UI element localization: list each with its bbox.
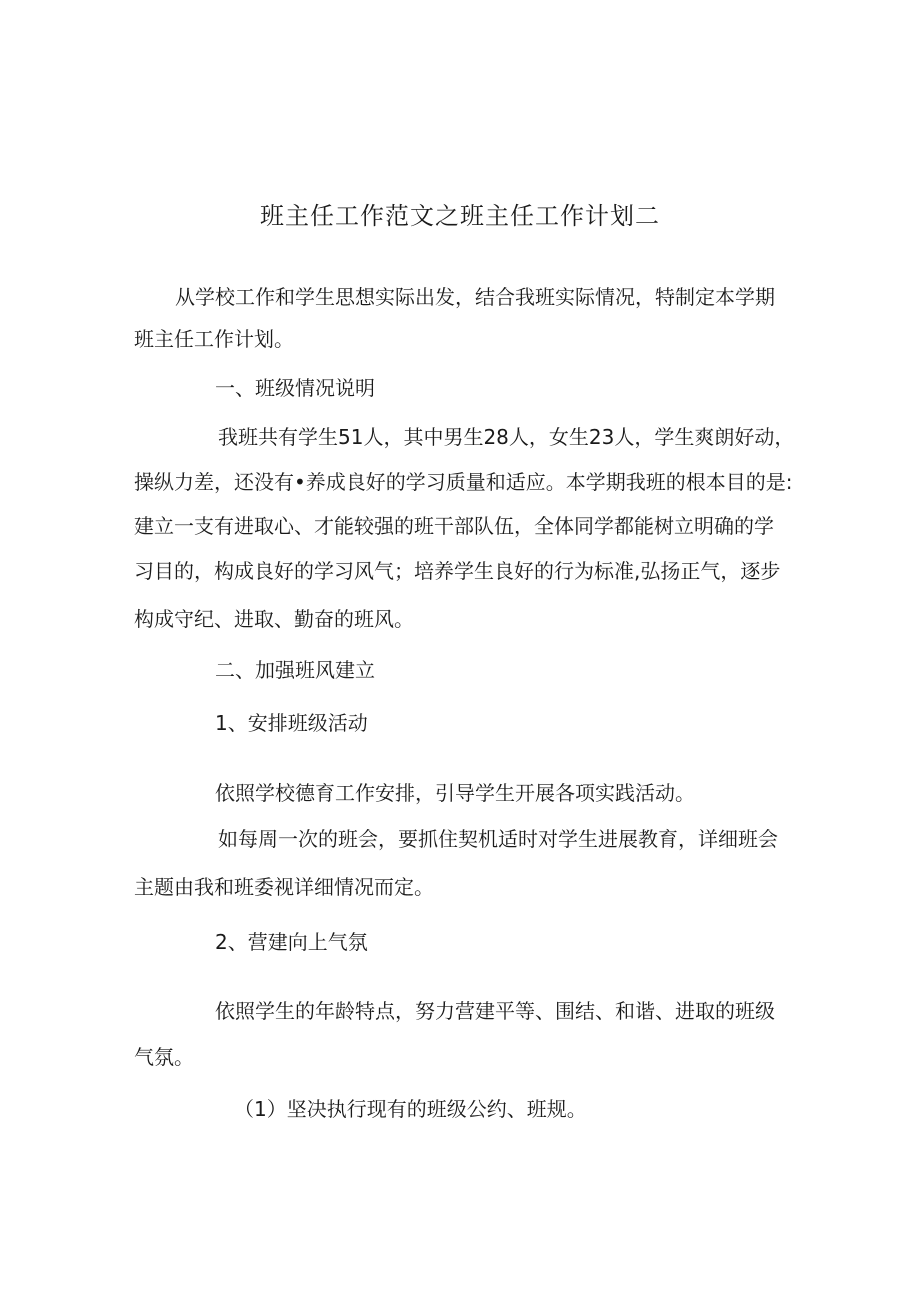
paragraph-class-line-4: 习目的，构成良好的学习风气；培养学生良好的行为标准,弘扬正气，逐步 <box>134 559 781 583</box>
paragraph-intro-line-1: 从学校工作和学生思想实际出发，结合我班实际情况，特制定本学期 <box>175 285 775 309</box>
paragraph-class-line-3: 建立一支有进取心、才能较强的班干部队伍，全体同学都能树立明确的学 <box>134 514 774 538</box>
paragraph-atmosphere-line-2: 气氛。 <box>134 1045 194 1069</box>
subsection-heading-2: 2、营建向上气氛 <box>215 930 368 954</box>
document-title: 班主任工作范文之班主任工作计划二 <box>260 202 660 230</box>
paragraph-activity-line-1: 依照学校德育工作安排，引导学生开展各项实践活动。 <box>215 781 695 805</box>
paragraph-meeting-line-1: 如每周一次的班会，要抓住契机适时对学生进展教育，详细班会 <box>218 827 778 851</box>
subsection-heading-1: 1、安排班级活动 <box>215 711 368 735</box>
paragraph-meeting-line-2: 主题由我和班委视详细情况而定。 <box>134 875 434 899</box>
list-item-1: （1）坚决执行现有的班级公约、班规。 <box>234 1097 587 1121</box>
paragraph-atmosphere-line-1: 依照学生的年龄特点，努力营建平等、围结、和谐、进取的班级 <box>215 999 775 1023</box>
paragraph-class-line-1: 我班共有学生51人，其中男生28人，女生23人，学生爽朗好动， <box>218 425 795 449</box>
paragraph-class-line-5: 构成守纪、进取、勤奋的班风。 <box>134 607 414 631</box>
section-heading-1: 一、班级情况说明 <box>215 376 375 400</box>
paragraph-intro-line-2: 班主任工作计划。 <box>134 327 294 351</box>
paragraph-class-line-2: 操纵力差，还没有•养成良好的学习质量和适应。本学期我班的根本目的是: <box>134 470 793 494</box>
section-heading-2: 二、加强班风建立 <box>215 658 375 682</box>
